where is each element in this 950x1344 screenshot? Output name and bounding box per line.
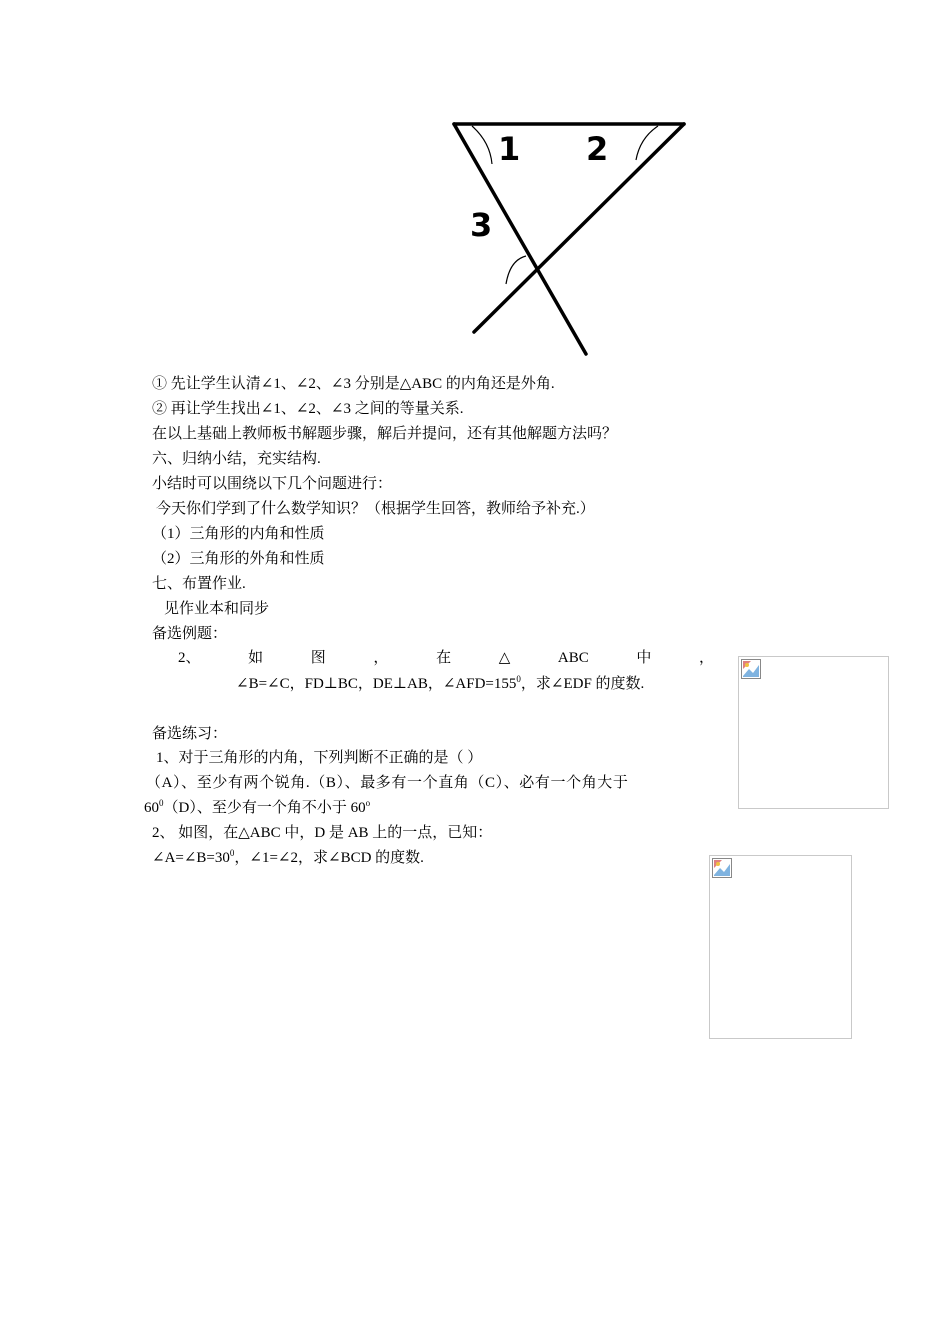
exercise-2-image-placeholder (709, 855, 852, 1039)
angle-1-label: 1 (498, 130, 521, 168)
angle-2-label: 2 (586, 130, 609, 168)
section-homework-heading: 七、布置作业. (152, 576, 246, 592)
angle-3-label: 3 (470, 206, 493, 244)
exercise-2-condition (152, 848, 424, 868)
ex2-token: ， (698, 650, 714, 666)
step-1-line: ① 先让学生认清∠1、∠2、∠3 分别是△ABC 的内角还是外角. (152, 376, 555, 392)
optional-exercises-heading: 备选练习： (152, 726, 228, 742)
summary-item-2: （2）三角形的外角和性质 (152, 551, 325, 567)
ex2-token: 图 (310, 650, 326, 666)
ex2-token: 如 (248, 650, 264, 666)
angle-figure-svg (440, 110, 700, 360)
summary-intro-line: 小结时可以围绕以下几个问题进行： (152, 476, 393, 492)
exercise-1-question: 1、对于三角形的内角，下列判断不正确的是（ ） (156, 750, 483, 766)
exercise-1-options-line-1: （A）、至少有两个锐角.（B）、最多有一个直角（C）、必有一个角大于 (146, 775, 629, 791)
ex2-degree-sup: 0 (516, 674, 521, 684)
exercise-1-options-line-2 (144, 798, 370, 818)
ex2-token: 2、 (178, 650, 201, 666)
ex-cond-text-a: ∠A=∠B=30 (152, 850, 230, 866)
example-2-line-2 (236, 674, 644, 694)
exercise-2-question: 2、 如图，在△ABC 中，D 是 AB 上的一点，已知： (152, 825, 493, 841)
ex-cond-degree-sup: 0 (229, 848, 235, 858)
angle-figure (440, 110, 700, 360)
opt-text-b: （D）、至少有一个角不小于 60 (163, 800, 366, 816)
broken-image-icon (741, 659, 761, 679)
ex2-token: 中 (636, 650, 652, 666)
step-2-line: ② 再让学生找出∠1、∠2、∠3 之间的等量关系. (152, 401, 464, 417)
ex2-token: 在 (436, 650, 452, 666)
ex2-token: ， (373, 650, 389, 666)
example-2-image-placeholder (738, 656, 889, 809)
summary-item-1: （1）三角形的内角和性质 (152, 526, 325, 542)
ex2-text-b: ，求∠EDF 的度数. (520, 676, 645, 692)
section-summary-heading: 六、归纳小结，充实结构. (152, 451, 321, 467)
opt-degree-sup: 0 (159, 798, 164, 808)
summary-question-line: 今天你们学到了什么数学知识？（根据学生回答，教师给予补充.） (156, 501, 595, 517)
opt-text-a: 60 (144, 800, 159, 816)
opt-degree-sup-2: o (365, 798, 371, 808)
ex-cond-text-b: ，∠1=∠2，求∠BCD 的度数. (234, 850, 424, 866)
ex2-text-a: ∠B=∠C，FD⊥BC，DE⊥AB，∠AFD=155 (236, 676, 517, 692)
angle-3-arc (506, 256, 526, 284)
ex2-token: ABC (557, 650, 589, 666)
teacher-note-line: 在以上基础上教师板书解题步骤，解后并提问，还有其他解题方法吗？ (152, 426, 618, 442)
broken-image-icon (712, 858, 732, 878)
homework-line: 见作业本和同步 (164, 601, 270, 617)
ex2-token: △ (498, 650, 511, 666)
example-2-line-1 (178, 648, 714, 668)
optional-examples-heading: 备选例题： (152, 626, 228, 642)
